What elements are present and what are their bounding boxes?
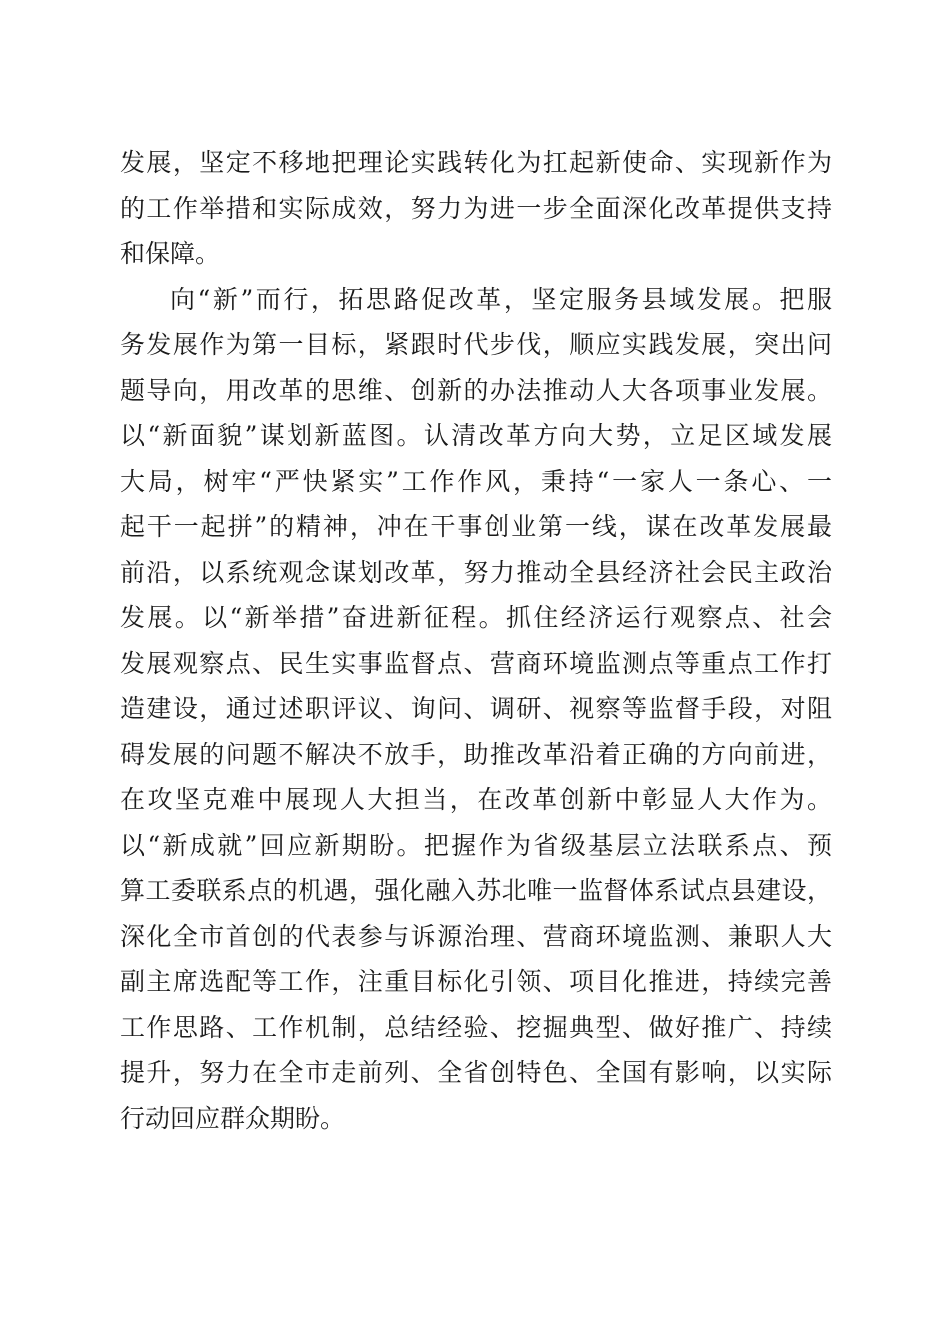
paragraph-2-line-8: 发展。以“新举措”奋进新征程。抓住经济运行观察点、社会: [120, 603, 832, 632]
paragraph-2-line-18: 提升，努力在全市走前列、全省创特色、全国有影响，以实际: [120, 1058, 832, 1087]
paragraph-1-line-2: 的工作举措和实际成效，努力为进一步全面深化改革提供支持: [120, 193, 832, 223]
paragraph-2-line-6: 起干一起拼”的精神，冲在干事创业第一线，谋在改革发展最: [120, 512, 832, 541]
paragraph-2-line-16: 副主席选配等工作，注重目标化引领、项目化推进，持续完善: [120, 967, 832, 996]
paragraph-1-line-1: 发展，坚定不移地把理论实践转化为扛起新使命、实现新作为: [120, 148, 832, 177]
paragraph-2-line-3: 题导向，用改革的思维、创新的办法推动人大各项事业发展。: [120, 375, 832, 405]
paragraph-2-line-11: 碍发展的问题不解决不放手，助推改革沿着正确的方向前进，: [120, 739, 832, 769]
paragraph-2-line-17: 工作思路、工作机制，总结经验、挖掘典型、做好推广、持续: [120, 1012, 832, 1042]
paragraph-1-line-3: 和保障。: [120, 239, 221, 268]
paragraph-2-line-7: 前沿，以系统观念谋划改革，努力推动全县经济社会民主政治: [120, 557, 832, 587]
paragraph-2-line-10: 造建设，通过述职评议、询问、调研、视察等监督手段，对阻: [120, 694, 832, 723]
paragraph-2-line-14: 算工委联系点的机遇，强化融入苏北唯一监督体系试点县建设，: [120, 876, 832, 905]
paragraph-2-line-13: 以“新成就”回应新期盼。把握作为省级基层立法联系点、预: [120, 830, 832, 860]
paragraph-2-line-1: 向“新”而行，拓思路促改革，坚定服务县域发展。把服: [170, 284, 832, 314]
paragraph-2-line-5: 大局，树牢“严快紧实”工作作风，秉持“一家人一条心、一: [120, 466, 832, 496]
paragraph-2-line-19: 行动回应群众期盼。: [120, 1103, 346, 1133]
document-body: [120, 140, 832, 1141]
paragraph-2-line-12: 在攻坚克难中展现人大担当，在改革创新中彰显人大作为。: [120, 785, 832, 814]
paragraph-2-line-4: 以“新面貌”谋划新蓝图。认清改革方向大势，立足区域发展: [120, 421, 832, 450]
paragraph-2-line-2: 务发展作为第一目标，紧跟时代步伐，顺应实践发展，突出问: [120, 330, 832, 359]
paragraph-2-line-15: 深化全市首创的代表参与诉源治理、营商环境监测、兼职人大: [120, 921, 832, 951]
paragraph-2-line-9: 发展观察点、民生实事监督点、营商环境监测点等重点工作打: [120, 648, 832, 678]
